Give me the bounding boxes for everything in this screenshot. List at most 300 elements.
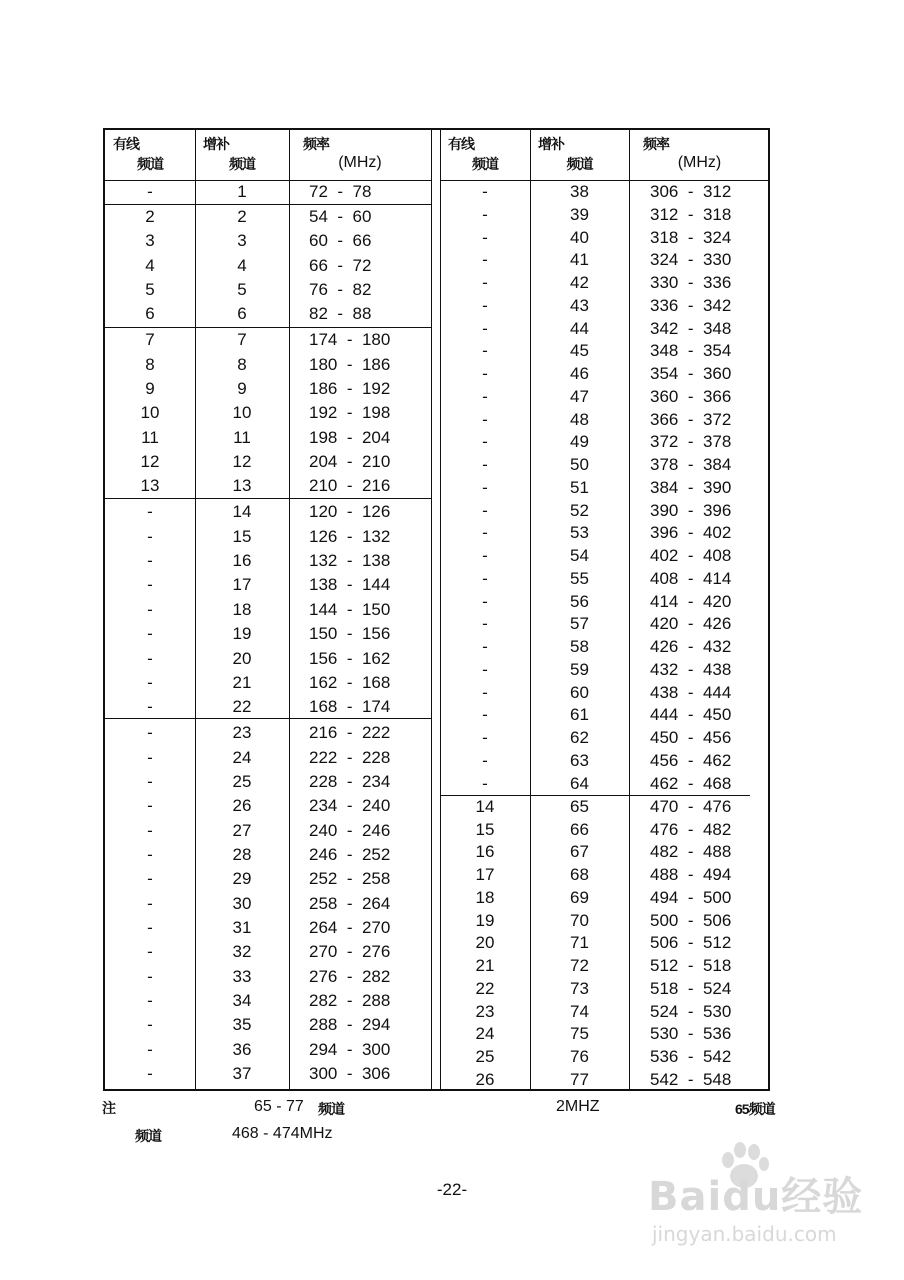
frequency-high: 222 [361,723,391,743]
table-row [105,1064,431,1088]
cable-channel-cell: - [482,432,488,452]
table-row [105,256,431,280]
frequency-cell [309,649,390,669]
frequency-cell [650,523,731,543]
frequency-low: 330 [650,273,679,292]
cable-channel-cell: - [482,477,488,497]
table-row [440,979,770,1003]
cable-channel-cell: 22 [475,978,495,998]
supplementary-channel-cell: 41 [570,250,589,270]
supplementary-channel-cell: 58 [570,637,589,656]
frequency-high: 408 [702,546,732,565]
frequency-cell [309,280,371,300]
cable-channel-cell: - [482,295,488,315]
frequency-high: 482 [702,819,732,839]
frequency-cell [650,250,731,270]
frequency-low: 210 [309,476,338,496]
table-row [105,551,431,575]
cable-channel-cell: - [147,966,153,986]
table-row [440,410,770,434]
frequency-high: 132 [361,526,391,546]
supplementary-channel-cell: 14 [232,502,252,522]
supplementary-channel-cell: 1 [237,182,247,201]
frequency-cell [309,575,390,595]
frequency-high: 372 [702,409,732,429]
frequency-cell [650,842,731,862]
table-row [105,1040,431,1064]
supplementary-channel-cell: 22 [232,697,252,717]
frequency-high: 378 [702,432,732,452]
frequency-low: 76 [309,280,328,300]
frequency-cell [309,918,390,938]
frequency-dash: - [678,432,703,452]
table-row [440,820,770,844]
group-separator [105,327,431,328]
frequency-high: 264 [361,893,391,913]
table-row [440,501,770,525]
note-end: 65频道 [735,1101,775,1117]
frequency-low: 354 [650,364,679,383]
frequency-high: 276 [361,942,391,962]
frequency-cell [650,432,731,452]
panel-divider [431,130,432,1089]
frequency-cell [650,205,731,225]
frequency-cell [650,273,731,293]
frequency-dash: - [337,697,362,717]
frequency-dash: - [678,887,703,907]
frequency-high: 144 [361,575,391,595]
table-row [105,991,431,1015]
table-row [440,228,770,252]
cable-channel-cell: - [482,637,488,656]
frequency-dash: - [678,1001,703,1021]
frequency-low: 168 [309,697,338,717]
table-row [105,428,431,452]
frequency-low: 312 [650,204,679,224]
frequency-low: 530 [650,1024,679,1044]
frequency-high: 60 [352,207,372,226]
frequency-high: 426 [702,614,732,634]
table-row [105,967,431,991]
frequency-dash: - [337,551,362,571]
supplementary-channel-cell: 29 [232,869,252,889]
frequency-dash: - [678,933,703,953]
frequency-high: 536 [702,1024,732,1044]
supplementary-channel-cell: 51 [570,477,589,497]
cable-channel-cell: - [147,917,153,937]
cable-channel-cell: - [147,869,153,889]
supplementary-channel-cell: 10 [232,403,252,423]
frequency-low: 240 [309,820,338,840]
cable-channel-cell: 23 [475,1001,495,1021]
cable-channel-cell: - [482,182,488,201]
frequency-dash: - [678,865,703,884]
frequency-cell [309,502,390,522]
frequency-high: 156 [361,624,391,644]
note-range: 65 - 77 [254,1098,304,1115]
note2-text: 468 - 474MHz [232,1125,333,1142]
header-supplementary-channel: 增补 频道 [203,136,255,172]
table-row [440,614,770,638]
cable-channel-cell: - [147,1015,153,1035]
supplementary-channel-cell: 65 [570,796,589,816]
frequency-dash: - [337,1015,362,1035]
cable-channel-cell: - [147,672,153,692]
table-row [105,403,431,427]
supplementary-channel-cell: 61 [570,705,589,725]
table-row [440,523,770,547]
supplementary-channel-cell: 50 [570,455,589,474]
cable-channel-cell: - [482,750,488,770]
cable-channel-cell: - [147,844,153,864]
cable-channel-cell: 26 [475,1069,495,1089]
frequency-cell [650,797,731,817]
supplementary-channel-cell: 25 [232,771,252,791]
left-table-panel [105,130,431,1089]
frequency-dash: - [678,455,703,474]
frequency-dash: - [337,672,362,692]
frequency-high: 204 [361,427,391,447]
frequency-low: 372 [650,432,679,452]
supplementary-channel-cell: 44 [570,318,589,338]
frequency-cell [309,772,390,792]
table-row [440,933,770,957]
table-row [105,182,431,206]
cable-channel-cell: - [482,682,488,702]
supplementary-channel-cell: 38 [570,182,589,201]
frequency-low: 450 [650,728,679,747]
frequency-cell [650,1002,731,1022]
table-row [105,748,431,772]
frequency-cell [309,476,390,496]
cable-channel-cell: 9 [145,379,155,399]
cable-channel-cell: 12 [140,452,160,472]
supplementary-channel-cell: 37 [232,1064,252,1084]
frequency-dash: - [337,427,362,447]
frequency-high: 548 [702,1069,732,1089]
frequency-cell [650,979,731,999]
frequency-high: 186 [361,354,391,374]
frequency-dash: - [678,614,703,634]
supplementary-channel-cell: 55 [570,568,589,588]
cable-channel-cell: - [482,455,488,474]
table-row [105,355,431,379]
frequency-high: 126 [361,502,391,522]
channel-frequency-table [103,128,770,1091]
frequency-cell [650,637,731,657]
frequency-high: 192 [361,379,391,399]
cable-channel-cell: 2 [145,207,155,226]
frequency-dash: - [678,819,703,839]
frequency-cell [309,403,390,423]
frequency-low: 494 [650,887,679,907]
table-row [105,673,431,697]
table-row [440,637,770,661]
frequency-low: 252 [309,869,338,889]
frequency-cell [650,455,731,475]
note-bandwidth: 2MHZ [556,1098,600,1115]
frequency-cell [650,1024,731,1044]
frequency-low: 318 [650,227,679,247]
frequency-cell [309,894,390,914]
frequency-dash: - [337,599,362,619]
frequency-high: 330 [702,250,732,270]
frequency-dash: - [678,568,703,588]
cable-channel-cell: - [147,747,153,767]
frequency-cell [650,228,731,248]
table-row [105,600,431,624]
table-row [440,205,770,229]
supplementary-channel-cell: 36 [232,1039,252,1059]
frequency-low: 324 [650,250,679,270]
supplementary-channel-cell: 42 [570,273,589,292]
frequency-high: 252 [361,844,391,864]
frequency-high: 318 [702,204,732,224]
table-row [440,705,770,729]
cable-channel-cell: 8 [145,354,155,374]
supplementary-channel-cell: 34 [232,991,252,1010]
supplementary-channel-cell: 6 [237,304,247,324]
table-row [440,956,770,980]
frequency-high: 246 [361,820,391,840]
supplementary-channel-cell: 31 [232,917,252,937]
cable-channel-cell: 13 [140,476,160,496]
frequency-high: 348 [702,318,732,338]
frequency-high: 488 [702,842,732,862]
supplementary-channel-cell: 46 [570,364,589,383]
frequency-cell [309,527,390,547]
frequency-high: 312 [702,182,732,201]
frequency-low: 396 [650,523,679,543]
group-separator [440,795,750,796]
supplementary-channel-cell: 68 [570,865,589,884]
frequency-dash: - [678,750,703,770]
watermark-url: jingyan.baidu.com [652,1222,837,1246]
header-supplementary-channel: 增补 频道 [538,136,593,172]
frequency-low: 366 [650,409,679,429]
supplementary-channel-cell: 20 [232,648,252,668]
table-row [440,478,770,502]
frequency-high: 354 [702,341,732,361]
frequency-cell [650,933,731,953]
table-row [105,796,431,820]
frequency-high: 300 [361,1039,391,1059]
supplementary-channel-cell: 19 [232,624,252,644]
frequency-low: 476 [650,819,679,839]
frequency-high: 88 [352,304,372,324]
cable-channel-cell: - [482,500,488,520]
frequency-cell [650,865,731,885]
supplementary-channel-cell: 4 [237,255,247,275]
frequency-low: 348 [650,341,679,361]
right-table-panel [440,130,770,1089]
cable-channel-cell: 16 [475,842,495,862]
frequency-low: 192 [309,403,338,423]
cable-channel-cell: - [147,1064,153,1084]
cable-channel-cell: - [482,546,488,565]
frequency-cell [650,820,731,840]
frequency-dash: - [678,318,703,338]
table-row [440,728,770,752]
frequency-dash: - [337,893,362,913]
cable-channel-cell: - [482,227,488,247]
frequency-low: 420 [650,614,679,634]
frequency-dash: - [678,1069,703,1089]
group-separator [105,718,431,719]
cable-channel-cell: - [147,624,153,644]
supplementary-channel-cell: 47 [570,386,589,406]
frequency-cell [309,723,390,743]
frequency-low: 276 [309,966,338,986]
frequency-high: 138 [361,551,391,571]
cable-channel-cell: - [482,705,488,725]
frequency-cell [650,888,731,908]
supplementary-channel-cell: 18 [232,599,252,619]
frequency-high: 506 [702,910,732,930]
frequency-dash: - [678,500,703,520]
cable-channel-cell: - [482,318,488,338]
cable-channel-cell: - [482,409,488,429]
frequency-dash: - [327,231,353,251]
table-row [105,280,431,304]
supplementary-channel-cell: 30 [232,893,252,913]
frequency-dash: - [337,991,362,1010]
supplementary-channel-cell: 28 [232,844,252,864]
frequency-high: 324 [702,227,732,247]
frequency-dash: - [337,796,362,816]
table-row [105,452,431,476]
frequency-dash: - [337,648,362,668]
frequency-high: 78 [352,182,372,201]
frequency-high: 500 [702,887,732,907]
supplementary-channel-cell: 70 [570,910,589,930]
frequency-dash: - [337,354,362,374]
table-row [440,1070,770,1094]
supplementary-channel-cell: 48 [570,409,589,429]
frequency-low: 216 [309,723,338,743]
cable-channel-cell: - [147,991,153,1010]
table-row [105,821,431,845]
supplementary-channel-cell: 49 [570,432,589,452]
frequency-dash: - [337,379,362,399]
frequency-cell [650,319,731,339]
cable-channel-cell: 18 [475,887,495,907]
frequency-low: 506 [650,933,679,953]
frequency-cell [650,546,731,566]
cable-channel-cell: 17 [475,865,495,884]
note2-label: 频道 [135,1128,161,1144]
frequency-high: 420 [702,591,732,611]
cable-channel-cell: - [147,648,153,668]
frequency-high: 518 [702,956,732,975]
frequency-dash: - [678,682,703,702]
frequency-cell [309,1015,390,1035]
frequency-cell [309,1064,390,1084]
frequency-cell [650,1070,731,1090]
table-row [440,683,770,707]
frequency-high: 294 [361,1015,391,1035]
cable-channel-cell: - [147,942,153,962]
table-row [440,364,770,388]
frequency-dash: - [327,304,353,324]
table-row [105,649,431,673]
frequency-dash: - [337,330,362,350]
frequency-high: 306 [361,1064,391,1084]
cable-channel-cell: - [147,697,153,717]
frequency-cell [309,624,390,644]
cable-channel-cell: 19 [475,910,495,930]
frequency-high: 258 [361,869,391,889]
frequency-cell [650,705,731,725]
cable-channel-cell: - [482,523,488,543]
table-row [105,1015,431,1039]
frequency-low: 402 [650,546,679,565]
frequency-dash: - [678,705,703,725]
frequency-low: 234 [309,796,338,816]
cable-channel-cell: - [482,659,488,679]
table-row [440,592,770,616]
table-row [105,723,431,747]
supplementary-channel-cell: 45 [570,341,589,361]
supplementary-channel-cell: 13 [232,476,252,496]
cable-channel-cell: - [147,575,153,595]
frequency-dash: - [337,820,362,840]
frequency-cell [309,697,390,717]
frequency-low: 66 [309,255,328,275]
frequency-high: 360 [702,364,732,383]
note-label: 注 [102,1100,115,1116]
supplementary-channel-cell: 66 [570,819,589,839]
frequency-cell [650,592,731,612]
frequency-dash: - [678,250,703,270]
frequency-low: 378 [650,455,679,474]
frequency-low: 470 [650,796,679,816]
cable-channel-cell: 21 [475,956,495,975]
frequency-high: 162 [361,648,391,668]
frequency-high: 234 [361,771,391,791]
supplementary-channel-cell: 26 [232,796,252,816]
supplementary-channel-cell: 32 [232,942,252,962]
frequency-high: 210 [361,452,391,472]
frequency-high: 512 [702,933,732,953]
supplementary-channel-cell: 63 [570,750,589,770]
frequency-low: 198 [309,427,338,447]
frequency-dash: - [337,476,362,496]
frequency-low: 282 [309,991,338,1010]
table-row [440,455,770,479]
frequency-low: 174 [309,330,338,350]
supplementary-channel-cell: 53 [570,523,589,543]
supplementary-channel-cell: 71 [570,933,589,953]
frequency-dash: - [678,637,703,656]
frequency-dash: - [678,409,703,429]
frequency-dash: - [337,502,362,522]
frequency-cell [650,660,731,680]
table-row [105,476,431,500]
frequency-dash: - [337,917,362,937]
table-row [440,319,770,343]
frequency-dash: - [678,477,703,497]
frequency-low: 288 [309,1015,338,1035]
frequency-low: 156 [309,648,338,668]
frequency-low: 82 [309,304,328,324]
cable-channel-cell: - [482,591,488,611]
frequency-high: 494 [702,865,732,884]
frequency-cell [309,551,390,571]
header-cable-channel: 有线 频道 [113,136,163,172]
cable-channel-cell: 24 [475,1024,495,1044]
frequency-cell [309,379,390,399]
